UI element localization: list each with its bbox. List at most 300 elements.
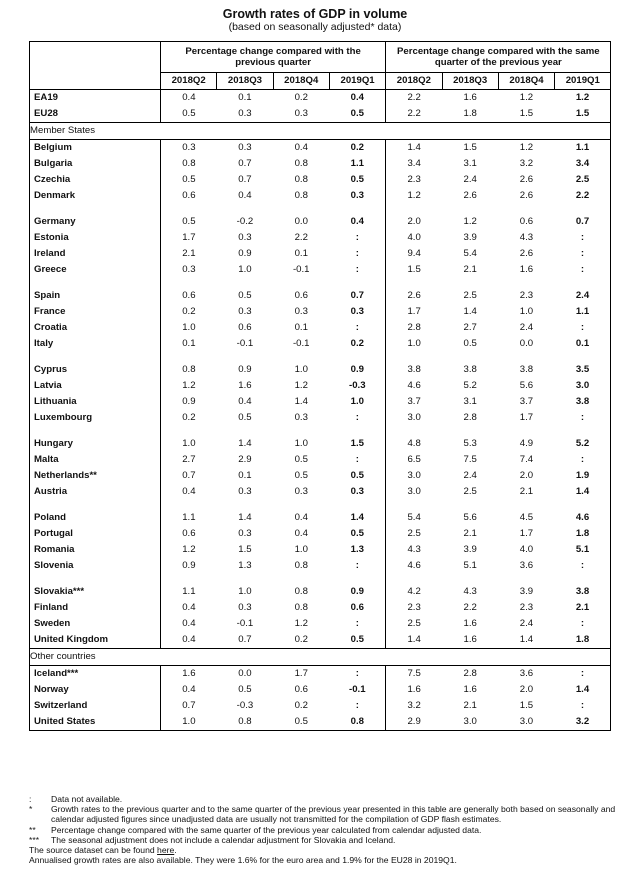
table-row bbox=[30, 230, 611, 246]
value-cell: 3.2 bbox=[519, 158, 534, 169]
value-cell: 2.9 bbox=[386, 714, 442, 731]
value-cell: 1.6 bbox=[463, 684, 477, 695]
value-cell: -0.1 bbox=[292, 338, 310, 349]
value-cell: 1.4 bbox=[386, 632, 442, 649]
value-cell: 4.3 bbox=[386, 542, 442, 558]
row-label: Lithuania bbox=[34, 396, 77, 407]
value-cell: 1.3 bbox=[238, 560, 252, 571]
value-cell: 2.6 bbox=[386, 288, 442, 304]
value-cell: 0.5 bbox=[294, 716, 308, 727]
value-cell: 5.2 bbox=[575, 438, 590, 449]
value-cell: 4.0 bbox=[386, 230, 442, 246]
value-cell: 7.5 bbox=[463, 454, 477, 465]
quarter-header: 2018Q4 bbox=[498, 73, 554, 90]
table-row bbox=[30, 394, 611, 410]
value-cell: : bbox=[580, 264, 585, 275]
table-row bbox=[30, 666, 611, 683]
value-cell: 2.2 bbox=[463, 602, 477, 613]
row-label: Slovakia*** bbox=[34, 586, 85, 597]
value-cell: : bbox=[355, 322, 359, 333]
value-cell: : bbox=[580, 618, 585, 629]
row-label: EA19 bbox=[30, 90, 161, 107]
value-cell: 1.2 bbox=[463, 216, 477, 227]
value-cell: 4.8 bbox=[386, 436, 442, 452]
value-cell: 0.5 bbox=[161, 106, 217, 123]
value-cell: 3.4 bbox=[575, 158, 590, 169]
row-label: Italy bbox=[34, 338, 54, 349]
footnote-mark: ** bbox=[29, 824, 36, 835]
value-cell: 0.3 bbox=[294, 108, 308, 119]
value-cell: 0.3 bbox=[161, 140, 217, 157]
value-cell: 2.7 bbox=[463, 322, 477, 333]
value-cell: 0.7 bbox=[238, 174, 252, 185]
value-cell: : bbox=[355, 668, 359, 679]
footnote-text: Growth rates to the previous quarter and to the same quarter of the previous year presented in this table are generally both based on seasonally and calendar adjusted figures since unadjusted data are usually not transmitted for the compilation of GDP flash estimates. bbox=[51, 804, 616, 825]
row-label: Netherlands** bbox=[34, 470, 97, 481]
value-cell: 1.5 bbox=[350, 438, 364, 449]
value-cell: : bbox=[580, 668, 585, 679]
row-label: Romania bbox=[34, 544, 75, 555]
value-cell: 0.5 bbox=[350, 528, 364, 539]
value-cell: 2.1 bbox=[463, 264, 477, 275]
value-cell: 0.9 bbox=[238, 248, 252, 259]
value-cell: 0.2 bbox=[161, 410, 217, 426]
footnotes bbox=[29, 794, 619, 865]
value-cell: 3.7 bbox=[519, 396, 534, 407]
value-cell: 2.4 bbox=[519, 322, 534, 333]
row-label: Hungary bbox=[34, 438, 73, 449]
value-cell: 0.2 bbox=[161, 304, 217, 320]
row-label: Greece bbox=[34, 264, 67, 275]
row-label: Sweden bbox=[34, 618, 71, 629]
value-cell: 0.8 bbox=[294, 586, 308, 597]
value-cell: 1.1 bbox=[161, 510, 217, 526]
value-cell: 1.0 bbox=[161, 714, 217, 731]
page-title: Growth rates of GDP in volume bbox=[222, 7, 408, 21]
value-cell: 2.7 bbox=[161, 452, 217, 468]
value-cell: 2.3 bbox=[519, 602, 534, 613]
value-cell: 1.0 bbox=[238, 586, 252, 597]
value-cell: 0.3 bbox=[238, 108, 252, 119]
row-label: Czechia bbox=[34, 174, 71, 185]
value-cell: 0.8 bbox=[294, 190, 308, 201]
value-cell: 0.5 bbox=[350, 470, 364, 481]
value-cell: 3.8 bbox=[386, 362, 442, 378]
row-label: Ireland bbox=[34, 248, 66, 259]
value-cell: -0.3 bbox=[349, 380, 366, 391]
value-cell: 2.0 bbox=[386, 214, 442, 230]
row-label: Denmark bbox=[34, 190, 76, 201]
value-cell: 1.6 bbox=[463, 634, 477, 645]
value-cell: 2.4 bbox=[519, 618, 534, 629]
value-cell: 1.7 bbox=[294, 668, 308, 679]
table-row bbox=[30, 188, 611, 204]
value-cell: 0.0 bbox=[519, 338, 534, 349]
row-label: Austria bbox=[34, 486, 68, 497]
value-cell: : bbox=[355, 264, 359, 275]
table-row bbox=[30, 362, 611, 378]
value-cell: 0.8 bbox=[161, 156, 217, 172]
table-row bbox=[30, 246, 611, 262]
value-cell: 1.4 bbox=[463, 306, 477, 317]
value-cell: 2.1 bbox=[161, 246, 217, 262]
footnote-mark: *** bbox=[29, 834, 40, 845]
section-row bbox=[30, 123, 611, 140]
value-cell: 5.1 bbox=[463, 560, 477, 571]
value-cell: 1.4 bbox=[350, 512, 364, 523]
value-cell: 1.2 bbox=[294, 618, 308, 629]
value-cell: 4.2 bbox=[386, 584, 442, 600]
value-cell: 0.3 bbox=[350, 486, 364, 497]
table-row bbox=[30, 304, 611, 320]
value-cell: 0.4 bbox=[161, 600, 217, 616]
value-cell: 0.8 bbox=[294, 158, 308, 169]
row-label: United States bbox=[34, 716, 96, 727]
value-cell: 1.1 bbox=[350, 158, 364, 169]
value-cell: 0.5 bbox=[294, 470, 308, 481]
value-cell: 1.8 bbox=[575, 528, 590, 539]
value-cell: 3.6 bbox=[519, 560, 534, 571]
value-cell: 2.2 bbox=[386, 90, 442, 107]
value-cell: : bbox=[580, 560, 585, 571]
table-row bbox=[30, 320, 611, 336]
value-cell: 1.0 bbox=[161, 320, 217, 336]
value-cell: 3.7 bbox=[386, 394, 442, 410]
row-label: Switzerland bbox=[34, 700, 88, 711]
value-cell: 2.6 bbox=[519, 190, 534, 201]
value-cell: 2.2 bbox=[294, 232, 308, 243]
value-cell: -0.3 bbox=[236, 700, 254, 711]
value-cell: 3.1 bbox=[463, 158, 477, 169]
value-cell: 1.7 bbox=[386, 304, 442, 320]
table-row bbox=[30, 616, 611, 632]
value-cell: 3.6 bbox=[519, 668, 534, 679]
value-cell: 0.5 bbox=[350, 108, 364, 119]
row-label: Slovenia bbox=[34, 560, 74, 571]
header-prev-quarter: Percentage change compared with the previous quarter bbox=[161, 42, 386, 73]
value-cell: 1.7 bbox=[519, 528, 534, 539]
value-cell: 1.5 bbox=[386, 262, 442, 278]
value-cell: 0.3 bbox=[350, 190, 364, 201]
value-cell: 2.1 bbox=[519, 486, 534, 497]
row-label: Portugal bbox=[34, 528, 73, 539]
value-cell: 3.0 bbox=[386, 468, 442, 484]
value-cell: 0.2 bbox=[273, 90, 329, 107]
value-cell: 1.0 bbox=[161, 436, 217, 452]
value-cell: 1.4 bbox=[519, 634, 534, 645]
quarter-header: 2018Q3 bbox=[217, 73, 273, 90]
table-row bbox=[30, 156, 611, 172]
footnote bbox=[29, 825, 619, 835]
value-cell: : bbox=[580, 700, 585, 711]
value-cell: : bbox=[355, 232, 359, 243]
value-cell: 0.4 bbox=[329, 90, 385, 107]
footnote-mark: * bbox=[29, 804, 33, 815]
value-cell: 0.5 bbox=[463, 338, 477, 349]
value-cell: 2.5 bbox=[463, 486, 477, 497]
value-cell: 2.0 bbox=[519, 470, 534, 481]
table-row bbox=[30, 336, 611, 352]
value-cell: 2.5 bbox=[386, 616, 442, 632]
row-label: Spain bbox=[34, 290, 61, 301]
value-cell: 1.7 bbox=[519, 412, 534, 423]
value-cell: 1.2 bbox=[161, 542, 217, 558]
value-cell: 0.6 bbox=[161, 288, 217, 304]
value-cell: 0.9 bbox=[350, 586, 364, 597]
table-row bbox=[30, 468, 611, 484]
value-cell: 1.6 bbox=[161, 666, 217, 683]
row-label: EU28 bbox=[34, 108, 58, 119]
value-cell: 2.8 bbox=[386, 320, 442, 336]
value-cell: 2.4 bbox=[463, 174, 477, 185]
value-cell: 0.3 bbox=[294, 306, 308, 317]
value-cell: 2.6 bbox=[519, 174, 534, 185]
value-cell: 1.5 bbox=[519, 108, 534, 119]
value-cell: 1.0 bbox=[519, 306, 534, 317]
value-cell: 0.3 bbox=[238, 306, 252, 317]
value-cell: : bbox=[580, 454, 585, 465]
value-cell: 0.5 bbox=[161, 172, 217, 188]
value-cell: 0.3 bbox=[238, 142, 252, 153]
section-label: Member States bbox=[30, 123, 611, 140]
value-cell: 0.5 bbox=[294, 454, 308, 465]
page-subtitle: (based on seasonally adjusted* data) bbox=[228, 21, 402, 33]
value-cell: 0.3 bbox=[350, 306, 364, 317]
value-cell: 0.7 bbox=[161, 698, 217, 714]
value-cell: 0.4 bbox=[350, 216, 364, 227]
table-row bbox=[30, 410, 611, 426]
value-cell: 2.2 bbox=[386, 106, 442, 123]
value-cell: 1.6 bbox=[442, 90, 498, 107]
value-cell: -0.1 bbox=[349, 684, 366, 695]
value-cell: 2.2 bbox=[575, 190, 590, 201]
footnote bbox=[29, 794, 619, 804]
value-cell: 1.6 bbox=[386, 682, 442, 698]
spacer-row bbox=[30, 426, 611, 436]
value-cell: 5.3 bbox=[463, 438, 477, 449]
value-cell: : bbox=[355, 560, 359, 571]
value-cell: : bbox=[355, 248, 359, 259]
value-cell: 0.3 bbox=[238, 486, 252, 497]
value-cell: 0.1 bbox=[161, 336, 217, 352]
header-prev-year: Percentage change compared with the same quarter of the previous year bbox=[386, 42, 611, 73]
value-cell: 1.8 bbox=[575, 634, 590, 645]
value-cell: 0.5 bbox=[350, 174, 364, 185]
value-cell: 0.3 bbox=[238, 232, 252, 243]
table-row bbox=[30, 262, 611, 278]
value-cell: 2.3 bbox=[386, 600, 442, 616]
value-cell: 1.3 bbox=[350, 544, 364, 555]
value-cell: 1.6 bbox=[519, 264, 534, 275]
value-cell: 2.0 bbox=[519, 684, 534, 695]
value-cell: 2.1 bbox=[575, 602, 590, 613]
value-cell: 0.3 bbox=[238, 528, 252, 539]
footnote-text: Data not available. bbox=[51, 794, 123, 804]
value-cell: 1.5 bbox=[575, 108, 590, 119]
value-cell: 0.9 bbox=[161, 558, 217, 574]
value-cell: 1.2 bbox=[294, 380, 308, 391]
row-label: Malta bbox=[34, 454, 59, 465]
row-label: Cyprus bbox=[34, 364, 68, 375]
value-cell: 3.2 bbox=[386, 698, 442, 714]
value-cell: 1.0 bbox=[238, 264, 252, 275]
value-cell: 3.8 bbox=[519, 364, 534, 375]
value-cell: 0.6 bbox=[161, 526, 217, 542]
source-suffix: . bbox=[174, 845, 177, 856]
value-cell: 4.3 bbox=[463, 586, 477, 597]
table-row bbox=[30, 140, 611, 157]
value-cell: 1.9 bbox=[575, 470, 590, 481]
value-cell: 4.6 bbox=[575, 512, 590, 523]
value-cell: 0.4 bbox=[294, 512, 308, 523]
table-row bbox=[30, 90, 611, 107]
table-row bbox=[30, 484, 611, 500]
value-cell: 5.6 bbox=[463, 512, 477, 523]
value-cell: 0.0 bbox=[294, 216, 308, 227]
value-cell: 3.0 bbox=[386, 484, 442, 500]
value-cell: 0.7 bbox=[161, 468, 217, 484]
value-cell: 0.2 bbox=[350, 142, 364, 153]
value-cell: 3.2 bbox=[575, 716, 590, 727]
value-cell: 0.9 bbox=[161, 394, 217, 410]
quarter-header: 2019Q1 bbox=[329, 73, 385, 90]
value-cell: 4.6 bbox=[386, 378, 442, 394]
value-cell: 0.3 bbox=[294, 412, 308, 423]
value-cell: 1.0 bbox=[386, 336, 442, 352]
quarter-header: 2018Q3 bbox=[442, 73, 498, 90]
value-cell: 2.6 bbox=[463, 190, 477, 201]
value-cell: 3.8 bbox=[575, 586, 590, 597]
value-cell: 0.1 bbox=[217, 90, 273, 107]
value-cell: : bbox=[355, 412, 359, 423]
source-link[interactable]: here bbox=[157, 845, 175, 856]
value-cell: 0.1 bbox=[294, 322, 308, 333]
value-cell: 0.4 bbox=[161, 616, 217, 632]
value-cell: 3.4 bbox=[386, 156, 442, 172]
value-cell: : bbox=[580, 232, 585, 243]
value-cell: 1.4 bbox=[294, 396, 308, 407]
row-label: Belgium bbox=[34, 142, 72, 153]
value-cell: 0.6 bbox=[350, 602, 364, 613]
value-cell: 0.3 bbox=[294, 486, 308, 497]
value-cell: 2.8 bbox=[463, 412, 477, 423]
value-cell: 1.5 bbox=[519, 700, 534, 711]
value-cell: 2.6 bbox=[519, 248, 534, 259]
value-cell: 3.0 bbox=[575, 380, 590, 391]
footnote-mark: : bbox=[29, 794, 32, 804]
value-cell: 1.2 bbox=[386, 188, 442, 204]
value-cell: 0.4 bbox=[294, 142, 308, 153]
value-cell: 0.2 bbox=[294, 634, 308, 645]
source-text: The source dataset can be found bbox=[29, 845, 158, 856]
value-cell: 2.8 bbox=[463, 668, 477, 679]
value-cell: 0.7 bbox=[238, 158, 252, 169]
value-cell: 1.2 bbox=[498, 90, 554, 107]
value-cell: 1.2 bbox=[519, 142, 534, 153]
value-cell: 2.9 bbox=[238, 454, 252, 465]
annualised-note: Annualised growth rates are also available. They were 1.6% for the euro area and 1.9% for the EU28 in 2019Q1. bbox=[29, 855, 457, 866]
value-cell: 6.5 bbox=[386, 452, 442, 468]
table-body bbox=[30, 90, 611, 731]
value-cell: 4.9 bbox=[519, 438, 534, 449]
value-cell: -0.1 bbox=[236, 338, 254, 349]
value-cell: 3.0 bbox=[519, 716, 534, 727]
value-cell: : bbox=[355, 700, 359, 711]
spacer-row bbox=[30, 204, 611, 214]
value-cell: 1.4 bbox=[386, 140, 442, 157]
row-label: France bbox=[34, 306, 66, 317]
value-cell: 1.6 bbox=[463, 618, 477, 629]
spacer-row bbox=[30, 574, 611, 584]
table-row bbox=[30, 452, 611, 468]
value-cell: 0.5 bbox=[238, 684, 252, 695]
value-cell: 0.3 bbox=[161, 262, 217, 278]
value-cell: 1.1 bbox=[575, 142, 590, 153]
gdp-table bbox=[29, 41, 611, 731]
value-cell: 4.5 bbox=[519, 512, 534, 523]
table-row bbox=[30, 436, 611, 452]
row-label: Luxembourg bbox=[34, 412, 93, 423]
value-cell: 0.6 bbox=[519, 216, 534, 227]
table-row bbox=[30, 288, 611, 304]
footnote bbox=[29, 835, 619, 845]
value-cell: : bbox=[580, 412, 585, 423]
value-cell: 2.5 bbox=[463, 290, 477, 301]
row-label: Iceland*** bbox=[34, 668, 79, 679]
value-cell: 0.4 bbox=[161, 682, 217, 698]
spacer-row bbox=[30, 352, 611, 362]
value-cell: 0.6 bbox=[294, 684, 308, 695]
value-cell: 0.6 bbox=[238, 322, 252, 333]
value-cell: 1.5 bbox=[238, 544, 252, 555]
value-cell: 1.6 bbox=[238, 380, 252, 391]
footnote-text: The seasonal adjustment does not include a calendar adjustment for Slovakia and Iceland. bbox=[51, 834, 396, 845]
value-cell: 7.4 bbox=[519, 454, 534, 465]
footnote-text: Percentage change compared with the same quarter of the previous year calculated from calendar adjusted data. bbox=[51, 824, 482, 835]
value-cell: 3.5 bbox=[575, 364, 590, 375]
footnote-list bbox=[29, 794, 619, 845]
value-cell: 4.3 bbox=[519, 232, 534, 243]
value-cell: 1.0 bbox=[350, 396, 364, 407]
value-cell: 0.9 bbox=[238, 364, 252, 375]
value-cell: 0.4 bbox=[294, 528, 308, 539]
value-cell: 3.9 bbox=[463, 232, 477, 243]
value-cell: 0.8 bbox=[294, 602, 308, 613]
value-cell: 0.4 bbox=[238, 396, 252, 407]
row-label: United Kingdom bbox=[34, 634, 109, 645]
row-label: Norway bbox=[34, 684, 69, 695]
value-cell: 0.2 bbox=[294, 700, 308, 711]
value-cell: 3.0 bbox=[386, 410, 442, 426]
value-cell: 1.0 bbox=[294, 438, 308, 449]
value-cell: 0.8 bbox=[238, 716, 252, 727]
table-row bbox=[30, 106, 611, 123]
table-row bbox=[30, 558, 611, 574]
table-row bbox=[30, 600, 611, 616]
value-cell: -0.1 bbox=[236, 618, 254, 629]
value-cell: : bbox=[580, 248, 585, 259]
value-cell: 9.4 bbox=[386, 246, 442, 262]
value-cell: 0.1 bbox=[238, 470, 252, 481]
value-cell: 0.6 bbox=[294, 290, 308, 301]
value-cell: 5.4 bbox=[463, 248, 477, 259]
value-cell: 0.5 bbox=[238, 290, 252, 301]
value-cell: 0.5 bbox=[238, 412, 252, 423]
value-cell: -0.1 bbox=[292, 264, 310, 275]
row-label: Bulgaria bbox=[34, 158, 73, 169]
table-row bbox=[30, 510, 611, 526]
value-cell: 0.7 bbox=[350, 290, 364, 301]
